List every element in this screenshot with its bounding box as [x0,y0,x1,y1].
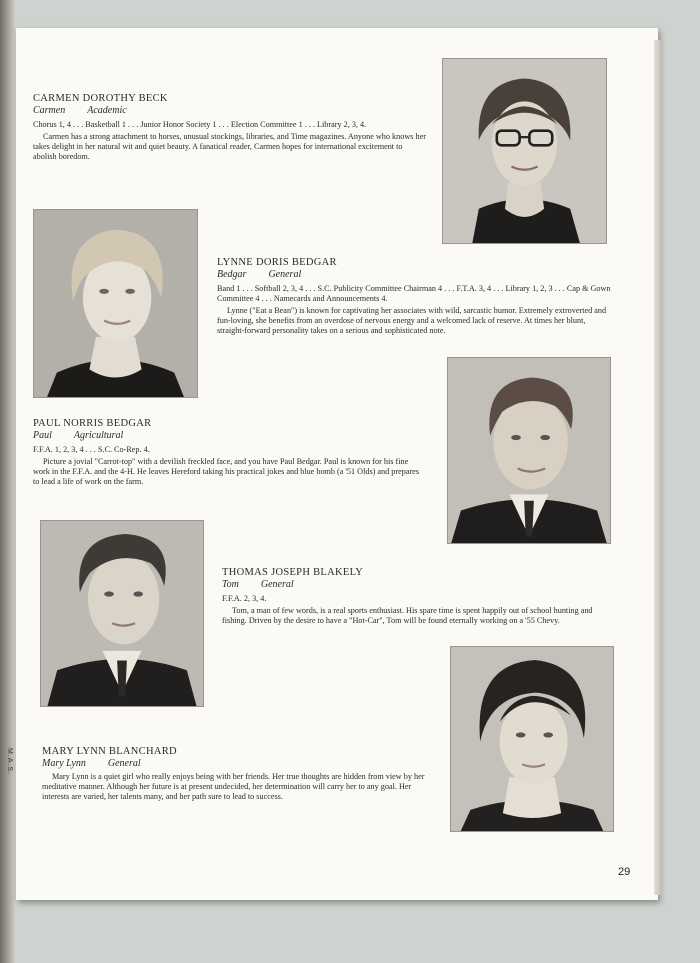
student-activities: Chorus 1, 4 . . . Basketball 1 . . . Junior Honor Society 1 . . . Election Committee 1 . . . Library 2, 3, 4. [33,120,367,129]
student-course: General [260,579,294,590]
spine-label: M.A.S. [6,748,13,776]
student-subtitle [42,758,433,770]
student-subtitle [222,579,614,591]
student-course: General [107,758,141,769]
student-entry-mary-lynn [42,745,433,802]
student-name: CARMEN DOROTHY BECK [33,93,168,104]
page-number: 29 [618,866,631,878]
portrait-photo-girl-short-hair [33,209,198,398]
student-entry-tom [222,566,614,626]
portrait-photo-girl-dark-hair [450,646,614,832]
student-course: General [268,269,302,280]
student-activities: Band 1 . . . Softball 2, 3, 4 . . . S.C. Publicity Committee Chairman 4 . . . F.T.A. 3, 4 . . . Library 1, 2, 3 . . . Cap & Gown Committee 4 . . . Namecards and Announcements 4. [217,284,611,303]
student-entry-carmen [33,92,426,162]
student-course: Academic [87,105,127,116]
student-entry-paul [33,417,426,487]
student-bio: Carmen has a strong attachment to horses, unusual stockings, libraries, and Time magazines. Anyone who knows her takes delight in her natural wit and quiet beauty. A fanatical reader, Carmen hopes for international excitement to abolish boredom. [33,132,426,161]
student-subtitle [33,105,426,117]
student-nickname: Tom [222,579,239,590]
portrait-photo-boy-tie [40,520,204,707]
student-name: LYNNE DORIS BEDGAR [217,257,337,268]
student-bio: Lynne ("Eat a Bean") is known for captivating her associates with wild, sarcastic humor. Extremely extroverted and fun-loving, she benefits from an overdose of nervous energy and a welcomed lack of reserve. At times her blunt, straight-forward personality takes on a serious and sophisticated note. [217,306,607,335]
student-activities: F.F.A. 1, 2, 3, 4 . . . S.C. Co-Rep. 4. [33,445,150,454]
student-bio: Picture a jovial "Carrot-top" with a devilish freckled face, and you have Paul Bedgar. Paul is known for his fine work in the F.F.A. and the 4-H. He leaves Hereford taking his practical jokes and blue bomb (a '51 Olds) and prepares to lead a life of work on the farm. [33,457,420,486]
student-nickname: Bedgar [217,269,247,280]
book-spine [0,0,16,963]
student-nickname: Carmen [33,105,66,116]
student-activities: F.F.A. 2, 3, 4. [222,594,267,603]
student-name: THOMAS JOSEPH BLAKELY [222,567,364,578]
page-edge [654,40,662,895]
student-course: Agricultural [73,430,124,441]
student-name: MARY LYNN BLANCHARD [42,746,177,757]
student-subtitle [33,430,426,442]
student-bio: Mary Lynn is a quiet girl who really enjoys being with her friends. Her true thoughts are hidden from view by her meditative manner. Although her future is at present undecided, her determination will carry her to any goal. Her interests are varied, her talents many, and her path sure to lead to success. [42,772,425,801]
portrait-photo-boy-suit [447,357,611,544]
student-nickname: Paul [33,430,52,441]
student-entry-lynne [217,256,613,336]
student-bio: Tom, a man of few words, is a real sports enthusiast. His spare time is spent happily out of school hunting and fishing. Driven by the desire to have a "Hot-Car", Tom will be found eternally working on a '55 Chevy. [222,606,593,625]
portrait-photo-girl-glasses [442,58,607,244]
student-subtitle [217,269,613,281]
student-nickname: Mary Lynn [42,758,86,769]
student-name: PAUL NORRIS BEDGAR [33,418,152,429]
